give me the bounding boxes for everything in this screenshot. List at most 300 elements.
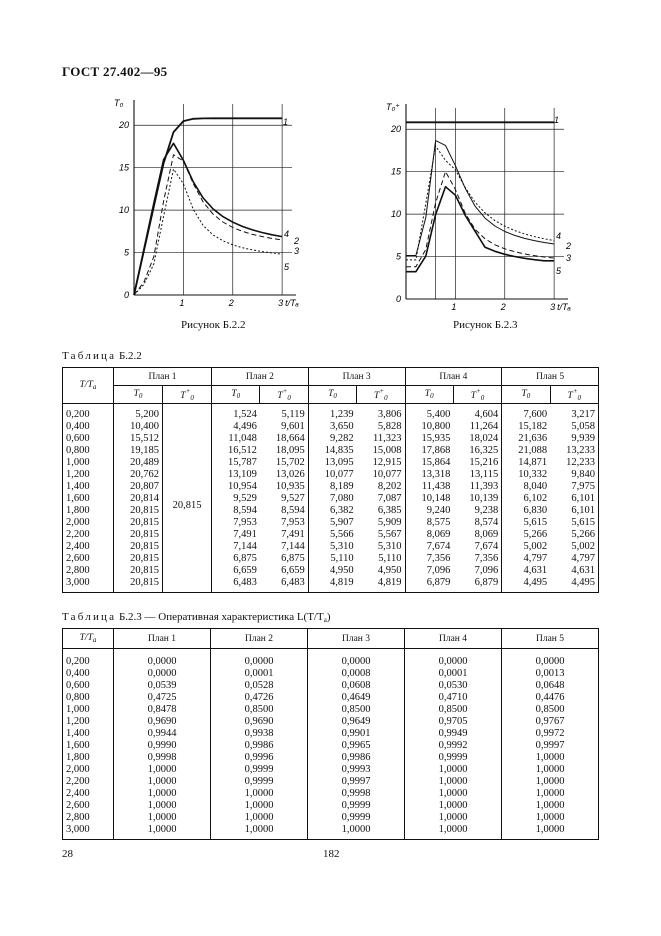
fig2-x-axis-label: t/Tₐ [557,302,571,312]
table-cell-x: 0,600 [63,432,114,444]
table-cell: 5,909 [377,516,402,528]
table-b22 [62,367,599,593]
table-cell: 5,200 [114,404,163,421]
table-cell: 8,189 [308,480,356,492]
table-cell: 0,9767 [502,715,599,727]
table-cell: 10,139 [469,492,499,504]
table-cell: 7,953 [212,516,260,528]
table-cell: 7,144 [212,540,260,552]
table-cell: 7,674 [474,540,499,552]
table-cell: 6,875 [281,552,305,564]
table-cell: 20,815 [114,516,163,528]
table-b22-sub-t-plan-1: $T_0$ [114,386,163,404]
table-cell: 0,4649 [308,691,405,703]
table-b22-label: Таблица [62,350,117,362]
fig1-x-tick-label: 2 [228,298,234,308]
table-cell-x: 2,800 [63,564,114,576]
table-cell: 9,282 [308,432,356,444]
table-cell: 0,0000 [308,649,405,668]
table-cell: 9,939 [550,432,598,444]
table-cell: 6,102 [502,492,550,504]
fig1-y-tick-label: 10 [118,205,129,216]
table-cell: 4,819 [357,576,405,593]
table-cell: 0,9996 [211,751,308,763]
table-cell: 7,356 [474,552,499,564]
table-cell: 20,815 [114,540,163,552]
figure-b22 [108,92,323,322]
table-cell: 6,382 [308,504,356,516]
table-cell: 8,202 [377,480,402,492]
table-cell-x: 0,200 [63,404,114,421]
table-cell: 1,0000 [502,799,599,811]
page-number-left: 28 [62,848,73,860]
table-cell: 13,026 [275,468,305,480]
table-cell: 0,9998 [308,787,405,799]
table-cell: 1,0000 [405,775,502,787]
table-cell: 5,110 [378,552,402,564]
table-cell: 9,601 [281,420,305,432]
table-cell-x: 1,400 [63,727,114,739]
table-cell: 4,631 [550,564,598,576]
table-cell: 0,8500 [211,703,308,715]
table-cell: 0,0528 [211,679,308,691]
fig2-x-tick-label: 3 [550,302,556,312]
table-cell: 6,879 [405,576,453,593]
table-cell: 1,0000 [405,823,502,840]
table-cell-x: 2,200 [63,775,114,787]
table-row [63,516,599,528]
table-cell-x: 1,600 [63,739,114,751]
fig1-y-tick-label: 15 [118,162,129,173]
table-cell: 19,185 [114,444,163,456]
table-row [63,763,599,775]
table-cell-plan1-tplus: 20,815 [163,404,212,593]
fig2-curve-label-5: 5 [556,266,562,276]
table-cell-x: 2,600 [63,552,114,564]
table-cell: 0,0008 [308,667,405,679]
table-cell: 20,762 [114,468,163,480]
fig2-y-tick-label: 5 [395,251,401,262]
fig1-y-axis-label: T₀ [114,98,124,108]
table-cell-x: 0,800 [63,691,114,703]
figure-b23-chart [380,96,595,321]
fig1-curve-label-3: 3 [294,246,300,256]
table-cell: 6,879 [453,576,501,593]
table-cell: 0,0013 [502,667,599,679]
table-cell: 6,101 [550,504,598,516]
table-cell: 14,871 [502,456,550,468]
table-cell: 0,0000 [114,649,211,668]
table-cell-x: 0,600 [63,679,114,691]
table-cell: 15,216 [469,456,499,468]
table-cell: 10,077 [308,468,356,480]
table-cell: 1,0000 [114,787,211,799]
table-cell: 1,0000 [405,799,502,811]
fig2-y-tick-label: 15 [390,166,401,177]
table-row [63,456,599,468]
table-cell: 7,674 [405,540,453,552]
table-cell: 1,0000 [308,823,405,840]
table-b23-title: Б.2.3 — Оперативная характеристика $L(T/T_a)$ [118,611,331,624]
table-row [63,564,599,576]
table-cell: 5,400 [405,404,453,421]
table-cell: 0,8500 [405,703,502,715]
fig2-curve-label-2: 2 [566,241,572,251]
table-row [63,576,599,593]
table-cell: 5,615 [502,516,550,528]
table-cell: 5,566 [308,528,356,540]
figure-b22-caption: Рисунок Б.2.2 [181,319,246,331]
table-cell: 7,096 [405,564,453,576]
table-row [63,751,599,763]
table-cell-x: 0,200 [63,649,114,668]
table-cell: 15,512 [114,432,163,444]
table-cell: 1,0000 [114,775,211,787]
figure-b23-caption: Рисунок Б.2.3 [453,319,518,331]
table-row [63,679,599,691]
table-row [63,691,599,703]
table-cell: 5,110 [308,552,356,564]
table-b23-plan-1: План 1 [114,629,211,649]
table-cell: 0,0608 [308,679,405,691]
table-cell: 4,604 [474,408,499,420]
table-cell: 8,594 [212,504,260,516]
table-cell: 0,0000 [114,667,211,679]
table-b22-plan-1: План 1 [114,368,212,386]
table-b22-sub-tplus-plan-3: $T^+_0$ [357,386,405,404]
table-cell: 7,491 [281,528,305,540]
table-cell: 1,0000 [502,763,599,775]
table-cell: 0,9690 [114,715,211,727]
table-cell-x: 1,000 [63,703,114,715]
table-row [63,649,599,668]
fig2-y-tick-label: 20 [390,124,401,135]
table-cell: 0,0001 [405,667,502,679]
table-row [63,823,599,840]
table-cell: 4,797 [502,552,550,564]
table-cell: 1,0000 [211,799,308,811]
table-cell: 0,4726 [211,691,308,703]
table-cell: 8,574 [474,516,499,528]
table-cell: 4,496 [212,420,260,432]
table-b22-sub-t-plan-4: $T_0$ [405,386,453,404]
table-cell: 5,310 [308,540,356,552]
table-cell-x: 2,800 [63,811,114,823]
table-cell: 5,002 [550,540,598,552]
table-cell: 4,797 [550,552,598,564]
table-cell: 0,9986 [211,739,308,751]
table-cell: 5,266 [502,528,550,540]
table-row [63,420,599,432]
table-cell: 0,9997 [502,739,599,751]
table-cell: 0,9949 [405,727,502,739]
fig1-y-tick-label: 20 [118,120,129,131]
table-cell: 20,815 [114,552,163,564]
table-cell: 4,950 [308,564,356,576]
table-cell: 0,9992 [405,739,502,751]
table-cell: 8,069 [405,528,453,540]
table-row [63,480,599,492]
table-cell-x: 1,000 [63,456,114,468]
table-cell-x: 1,200 [63,468,114,480]
table-cell: 13,095 [308,456,356,468]
table-cell: 5,310 [377,540,402,552]
table-row [63,504,599,516]
table-cell: 8,594 [281,504,305,516]
table-cell: 20,489 [114,456,163,468]
table-cell: 0,0000 [211,649,308,668]
table-cell: 4,495 [550,576,598,593]
table-cell: 0,9999 [211,763,308,775]
table-b23-col-x: $T/T_a$ [63,629,114,649]
table-cell: 0,8500 [308,703,405,715]
table-b22-sub-t-plan-3: $T_0$ [308,386,356,404]
table-cell: 4,819 [308,576,356,593]
fig1-curve-label-1: 1 [283,117,289,127]
table-cell: 0,4710 [405,691,502,703]
table-row [63,667,599,679]
table-cell-x: 0,400 [63,667,114,679]
table-cell: 10,400 [114,420,163,432]
table-cell: 5,615 [550,516,598,528]
fig1-curve-label-5: 5 [284,262,290,272]
table-b23-caption [62,611,331,624]
table-cell-x: 2,400 [63,787,114,799]
table-cell-x: 1,600 [63,492,114,504]
table-cell: 6,830 [502,504,550,516]
table-cell: 0,9938 [211,727,308,739]
table-cell: 1,0000 [211,811,308,823]
table-cell: 1,0000 [502,751,599,763]
table-cell: 1,0000 [405,763,502,775]
table-cell: 21,636 [502,432,550,444]
table-cell-x: 2,000 [63,516,114,528]
table-cell: 7,953 [281,516,305,528]
table-cell: 20,815 [114,504,163,516]
table-b22-plan-5: План 5 [502,368,599,386]
fig2-y-axis-label: T₀⁺ [386,102,401,112]
table-cell-x: 2,000 [63,763,114,775]
table-cell: 1,524 [212,404,260,421]
table-cell: 12,233 [550,456,598,468]
table-cell: 4,631 [502,564,550,576]
table-cell: 7,491 [212,528,260,540]
table-cell: 10,332 [502,468,550,480]
table-row [63,775,599,787]
table-cell: 20,815 [114,528,163,540]
table-cell-x: 2,600 [63,799,114,811]
table-row [63,787,599,799]
table-cell: 13,115 [469,468,499,480]
table-cell: 5,002 [502,540,550,552]
table-cell: 1,239 [308,404,356,421]
fig2-curve-label-3: 3 [566,253,572,263]
table-cell-x: 0,400 [63,420,114,432]
table-cell: 10,077 [372,468,402,480]
table-cell: 20,815 [114,576,163,593]
table-cell: 5,907 [308,516,356,528]
table-cell: 7,975 [550,480,598,492]
table-cell: 11,264 [469,420,499,432]
table-cell: 1,0000 [114,763,211,775]
fig1-series-3 [134,155,282,295]
table-cell: 0,9999 [308,799,405,811]
table-cell: 0,9705 [405,715,502,727]
table-row [63,799,599,811]
table-b22-number: Б.2.2 [118,350,142,362]
table-cell: 1,0000 [211,787,308,799]
table-cell: 0,0539 [114,679,211,691]
fig1-series-1 [134,118,282,295]
table-b23-plan-2: План 2 [211,629,308,649]
table-b23-label: Таблица [62,611,117,623]
fig1-y-tick-label: 0 [123,290,129,300]
table-cell: 20,815 [114,564,163,576]
table-cell: 15,702 [275,456,305,468]
table-row [63,432,599,444]
table-cell: 0,9990 [114,739,211,751]
table-cell: 8,040 [502,480,550,492]
table-b22-plan-4: План 4 [405,368,502,386]
table-cell: 8,069 [474,528,499,540]
table-cell: 11,438 [405,480,453,492]
table-b22-plan-3: План 3 [308,368,405,386]
table-cell: 5,058 [550,420,598,432]
table-cell: 4,495 [502,576,550,593]
table-cell: 13,109 [212,468,260,480]
table-row [63,444,599,456]
table-cell-x: 2,400 [63,540,114,552]
table-cell: 1,0000 [114,823,211,840]
table-cell: 12,915 [372,456,402,468]
table-cell: 0,0000 [502,649,599,668]
table-cell: 10,800 [405,420,453,432]
table-cell: 0,0001 [211,667,308,679]
table-cell: 9,840 [550,468,598,480]
table-cell-x: 1,800 [63,504,114,516]
table-row [63,492,599,504]
table-cell: 1,0000 [405,811,502,823]
table-cell: 3,806 [377,408,402,420]
fig2-curve-label-1: 1 [554,115,560,125]
table-cell: 11,393 [469,480,499,492]
table-cell: 11,323 [373,432,402,444]
table-cell: 1,0000 [211,823,308,840]
table-cell: 6,483 [260,576,308,593]
table-b23-plan-4: План 4 [405,629,502,649]
table-cell: 15,008 [372,444,402,456]
fig1-series-5 [134,143,282,295]
table-cell: 10,954 [212,480,260,492]
table-cell: 6,659 [212,564,260,576]
table-cell: 5,119 [281,408,305,420]
table-cell: 0,9999 [308,811,405,823]
table-row [63,404,599,421]
table-cell: 7,600 [502,404,550,421]
table-cell: 15,182 [502,420,550,432]
table-cell: 0,8478 [114,703,211,715]
table-cell: 20,814 [114,492,163,504]
table-cell: 0,9690 [211,715,308,727]
table-cell: 6,101 [550,492,598,504]
table-cell: 6,659 [281,564,305,576]
table-cell: 13,233 [550,444,598,456]
figure-b23 [380,96,595,326]
table-row [63,739,599,751]
fig1-x-tick-label: 1 [179,298,185,308]
table-cell: 0,9998 [114,751,211,763]
fig1-y-tick-label: 5 [123,247,129,258]
table-cell: 20,807 [114,480,163,492]
table-b23-plan-5: План 5 [502,629,599,649]
figure-b22-chart [108,92,323,317]
table-cell: 10,935 [275,480,305,492]
table-cell: 0,0000 [405,649,502,668]
table-row [63,468,599,480]
table-cell: 1,0000 [502,787,599,799]
table-b22-sub-tplus-plan-2: $T^+_0$ [260,386,308,404]
table-cell: 7,080 [308,492,356,504]
table-cell: 0,9901 [308,727,405,739]
table-cell: 0,9965 [308,739,405,751]
table-cell: 0,9997 [308,775,405,787]
table-cell: 15,787 [212,456,260,468]
table-cell: 18,664 [275,432,305,444]
table-cell: 0,4476 [502,691,599,703]
table-cell: 0,9999 [405,751,502,763]
page-number-center: 182 [323,848,340,860]
table-row [63,528,599,540]
table-cell-x: 1,200 [63,715,114,727]
table-cell-x: 3,000 [63,823,114,840]
table-cell: 7,144 [281,540,305,552]
table-cell: 0,0648 [502,679,599,691]
table-cell: 18,024 [469,432,499,444]
table-row [63,727,599,739]
table-cell-x: 2,200 [63,528,114,540]
table-b22-sub-tplus-plan-4: $T^+_0$ [453,386,501,404]
table-cell: 1,0000 [114,811,211,823]
table-cell: 1,0000 [114,799,211,811]
table-cell: 0,9649 [308,715,405,727]
table-cell: 6,483 [212,576,260,593]
table-row [63,811,599,823]
table-cell: 10,148 [405,492,453,504]
table-cell: 0,8500 [502,703,599,715]
fig1-x-axis-label: t/Tₐ [285,298,299,308]
fig2-series-3 [406,172,554,267]
table-cell: 1,0000 [502,823,599,840]
table-cell-x: 0,800 [63,444,114,456]
table-cell: 0,9999 [211,775,308,787]
table-cell: 7,096 [474,564,499,576]
table-cell: 0,4725 [114,691,211,703]
table-b23-plan-3: План 3 [308,629,405,649]
table-cell: 0,9993 [308,763,405,775]
table-cell: 11,048 [212,432,260,444]
table-row [63,540,599,552]
table-cell: 13,318 [405,468,453,480]
table-b23 [62,628,599,840]
table-cell: 16,325 [469,444,499,456]
table-b22-sub-t-plan-2: $T_0$ [212,386,260,404]
table-cell: 4,950 [377,564,402,576]
page-header-code: ГОСТ 27.402—95 [62,64,168,79]
table-cell: 15,935 [405,432,453,444]
table-b22-caption [62,350,142,362]
table-cell: 9,240 [405,504,453,516]
table-cell: 5,266 [550,528,598,540]
